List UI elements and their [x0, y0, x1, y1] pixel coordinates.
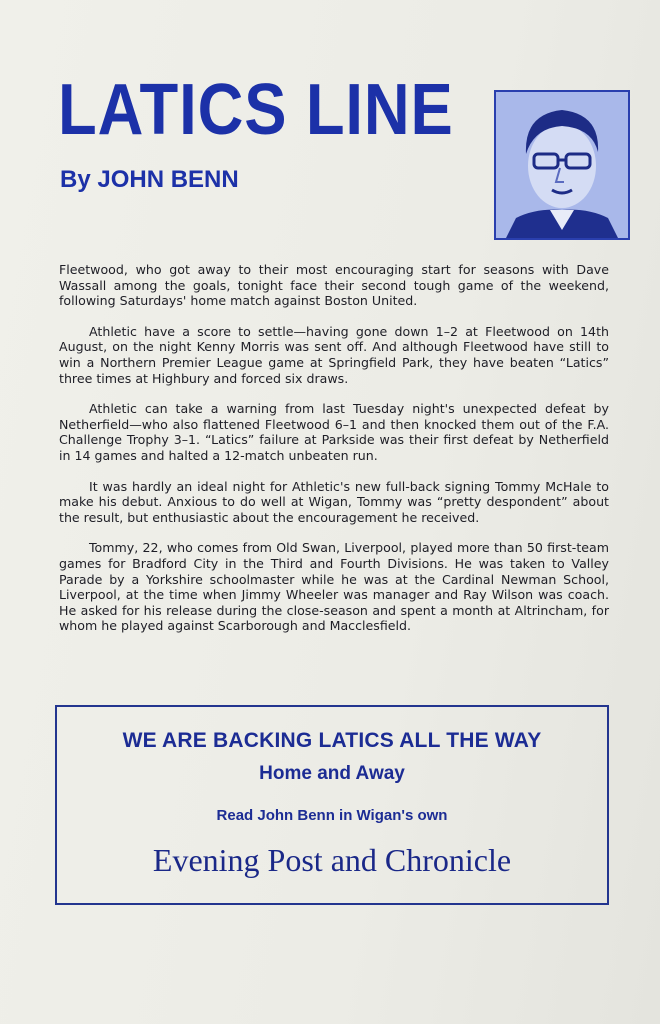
columnist-photo: [494, 90, 630, 240]
advert-read-line: Read John Benn in Wigan's own: [216, 807, 448, 824]
article-paragraph-2: Athletic have a score to settle—having gone down 1–2 at Fleetwood on 14th August, on the night Kenny Morris was sent off. And although Fleetwood have still to win a Northern Premier League game at Springfield Park, they have beaten “Latics” three times at Highbury and forced six draws.: [59, 323, 609, 386]
article-paragraph-3: Athletic can take a warning from last Tuesday night's unexpected defeat by Netherfield—who also flattened Fleetwood 6–1 and then knocked them out of the F.A. Challenge Trophy 3–1. “Latics” failure at Parkside was their first defeat by Netherfield in 14 games and halted a 12-match unbeaten run.: [59, 401, 609, 463]
article-paragraph-1: Fleetwood, who got away to their most encouraging start for seasons with Dave Wassall among the goals, tonight face their second tough game of the weekend, following Saturdays' home match against Boston United.: [59, 262, 609, 309]
column-byline: By JOHN BENN: [60, 166, 239, 193]
column-article: [59, 262, 609, 649]
advert-subslogan: Home and Away: [259, 763, 405, 784]
article-paragraph-5: Tommy, 22, who comes from Old Swan, Liverpool, played more than 50 first-team games for Bradford City in the Third and Fourth Divisions. He was taken to Valley Parade by a Yorkshire schoolmaster while he was at the Cardinal Newman School, Liverpool, at the time when Jimmy Wheeler was manager and Ray Wilson was coach. He asked for his release during the close-season and spent a month at Altrincham, for whom he played against Scarborough and Macclesfield.: [59, 540, 609, 634]
article-paragraph-4: It was hardly an ideal night for Athletic's new full-back signing Tommy McHale to make his debut. Anxious to do well at Wigan, Tommy was “pretty despondent” about the result, but enthusiastic about the encouragement he received.: [59, 478, 609, 525]
column-title: LATICS LINE: [58, 70, 454, 150]
advert-slogan: WE ARE BACKING LATICS ALL THE WAY: [122, 729, 542, 752]
columnist-portrait-icon: [496, 92, 628, 238]
newspaper-advert: [55, 705, 609, 905]
advert-newspaper-name: Evening Post and Chronicle: [152, 842, 512, 878]
